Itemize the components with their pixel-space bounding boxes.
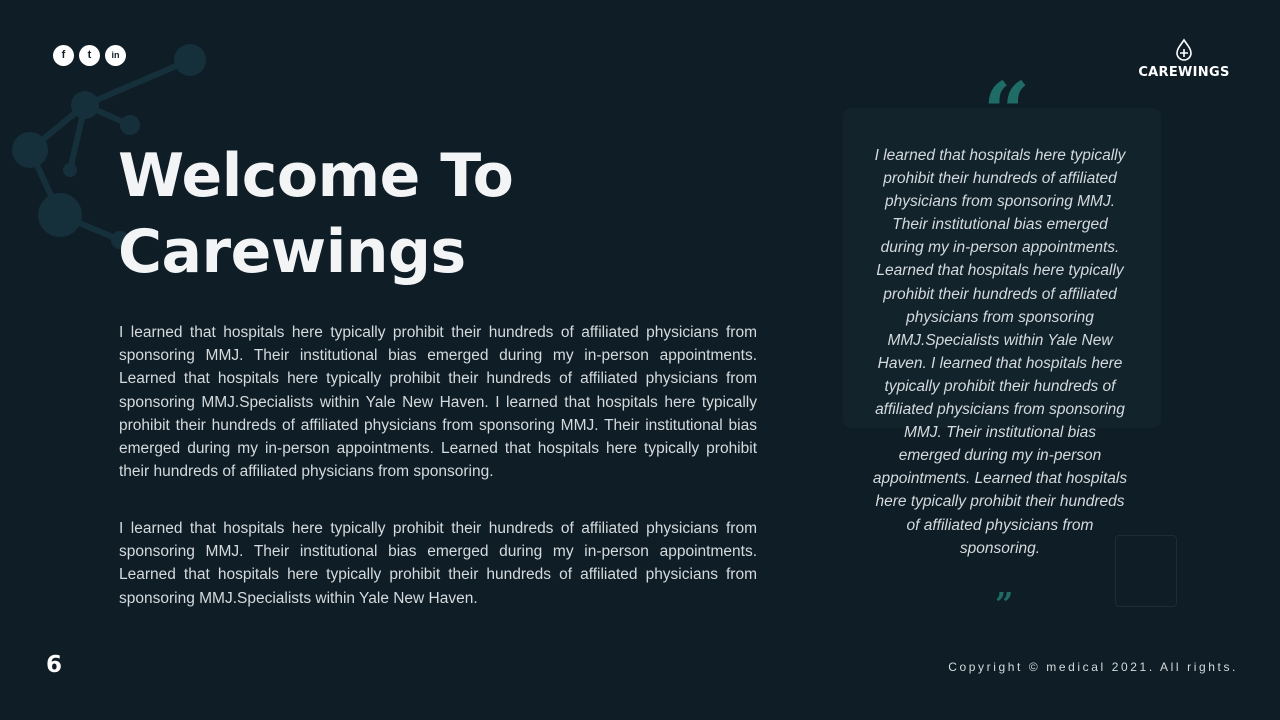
close-quote-icon: ”: [995, 585, 1014, 623]
drop-plus-icon: [1173, 38, 1195, 62]
facebook-icon[interactable]: f: [53, 45, 74, 66]
testimonial-quote: I learned that hospitals here typically prohibit their hundreds of affiliated physicians from sponsoring MMJ. Their institutional bias emerged during my in-person appointments. Learned that hospitals here typically prohibit their hundreds of affiliated physicians from sponsoring MMJ.Specialists within Yale New Haven. I learned that hospitals here typically prohibit their hundreds of affiliated physicians from sponsoring MMJ. Their institutional bias emerged during my in-person appointments. Learned that hospitals here typically prohibit their hundreds of affiliated physicians from sponsoring.: [872, 147, 1128, 557]
logo-text: CAREWINGS: [1138, 65, 1230, 80]
body-paragraph-2: I learned that hospitals here typically prohibit their hundreds of affiliated physicians from sponsoring MMJ. Their institutional bias emerged during my in-person appointments. Learned that hospitals here typically prohibit their hundreds of affiliated physicians from sponsoring MMJ.Specialists within Yale New Haven.: [119, 520, 757, 607]
social-links: [53, 45, 126, 66]
open-quote-icon: “: [983, 65, 1031, 161]
linkedin-icon[interactable]: in: [105, 45, 126, 66]
brand-logo[interactable]: [1134, 38, 1234, 80]
title-line-2: Carewings: [118, 217, 466, 287]
page-number: 6: [46, 652, 63, 678]
twitter-icon[interactable]: t: [79, 45, 100, 66]
body-paragraph-1: I learned that hospitals here typically prohibit their hundreds of affiliated physicians from sponsoring MMJ. Their institutional bias emerged during my in-person appointments. Learned that hospitals here typically prohibit their hundreds of affiliated physicians from sponsoring MMJ.Specialists within Yale New Haven. I learned that hospitals here typically prohibit their hundreds of affiliated physicians from sponsoring MMJ. Their institutional bias emerged during my in-person appointments. Learned that hospitals here typically prohibit their hundreds of affiliated physicians from sponsoring.: [119, 324, 757, 481]
page-title: [118, 138, 513, 290]
title-line-1: Welcome To: [118, 141, 514, 211]
copyright-text: Copyright © medical 2021. All rights.: [948, 660, 1238, 674]
